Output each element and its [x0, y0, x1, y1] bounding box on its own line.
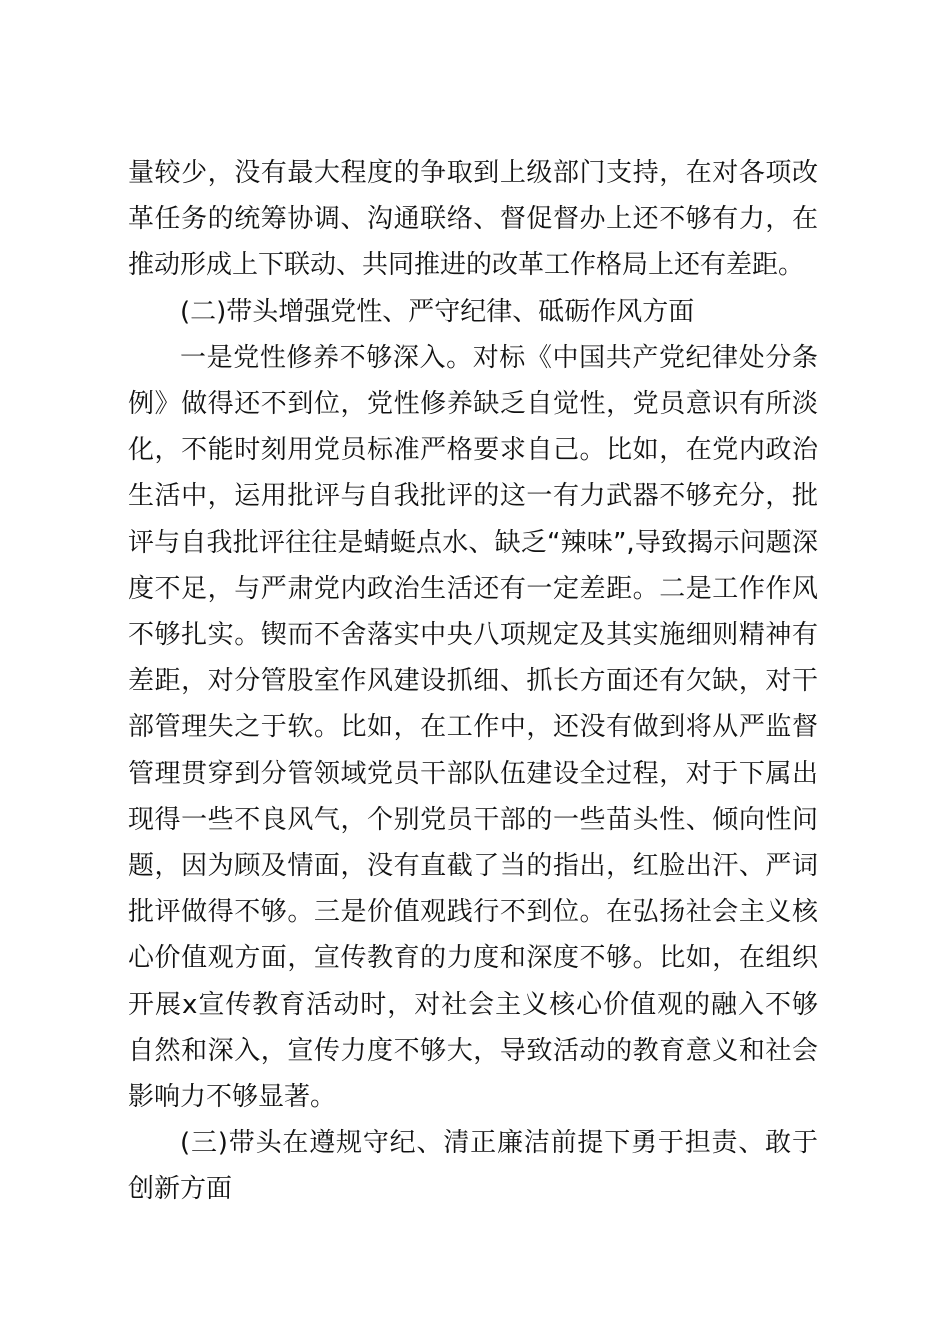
section-heading-3: (三)带头在遵规守纪、清正廉洁前提下勇于担责、敢于创新方面 — [128, 1128, 818, 1205]
section-heading-2: (二)带头增强党性、严守纪律、砥砺作风方面 — [180, 296, 695, 327]
document-body — [128, 150, 818, 1213]
paragraph-continued: 量较少，没有最大程度的争取到上级部门支持，在对各项改革任务的统筹协调、沟通联络、督促督办上还不够有力，在推动形成上下联动、共同推进的改革工作格局上还有差距。 — [128, 158, 818, 281]
paragraph-body: 一是党性修养不够深入。对标《中国共产党纪律处分条例》做得还不到位，党性修养缺乏自觉性，党员意识有所淡化，不能时刻用党员标准严格要求自己。比如，在党内政治生活中，运用批评与自我批评的这一有力武器不够充分，批评与自我批评往往是蜻蜓点水、缺乏“辣味”,导致揭示问题深度不足，与严肃党内政治生活还有一定差距。二是工作作风不够扎实。锲而不舍落实中央八项规定及其实施细则精神有差距，对分管股室作风建设抓细、抓长方面还有欠缺，对干部管理失之于软。比如，在工作中，还没有做到将从严监督管理贯穿到分管领域党员干部队伍建设全过程，对于下属出现得一些不良风气，个别党员干部的一些苗头性、倾向性问题，因为顾及情面，没有直截了当的指出，红脸出汗、严词批评做得不够。三是价值观践行不到位。在弘扬社会主义核心价值观方面，宣传教育的力度和深度不够。比如，在组织开展x宣传教育活动时，对社会主义核心价值观的融入不够自然和深入，宣传力度不够大，导致活动的教育意义和社会影响力不够显著。 — [128, 342, 818, 1113]
